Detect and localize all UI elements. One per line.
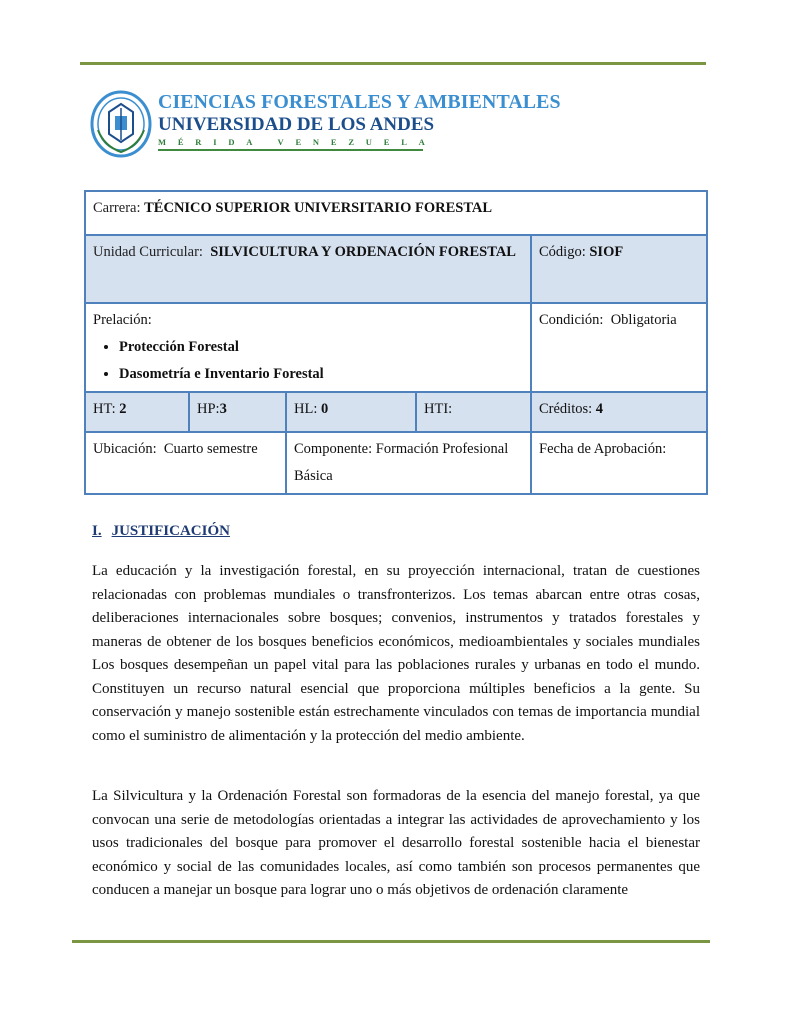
row-unidad <box>85 235 707 303</box>
cell-hti <box>416 392 531 432</box>
cell-unidad <box>85 235 531 303</box>
carrera-label: Carrera: <box>93 200 141 216</box>
brand-block <box>158 90 561 151</box>
cell-ubicacion <box>85 432 286 494</box>
creditos-label: Créditos: <box>539 401 593 417</box>
hl-label: HL: <box>294 401 318 417</box>
hp-value: 3 <box>219 401 227 417</box>
cell-condicion <box>531 303 707 392</box>
brand-faculty: CIENCIAS FORESTALES Y AMBIENTALES <box>158 91 561 113</box>
cell-codigo <box>531 235 707 303</box>
cell-hp <box>189 392 286 432</box>
prelacion-list <box>93 334 523 388</box>
course-info-table <box>84 190 708 495</box>
cell-creditos <box>531 392 707 432</box>
body-paragraph: La Silvicultura y la Ordenación Forestal son formadoras de la esencia del manejo forestal, ya que convocan una serie de metodologías orientadas a integrar las actividades de aprovechamiento y los usos tradicionales del bosque para promover el desarrollo forestal sostenible hacia el bienestar económico y social de las comunidades locales, así como también son procesos permanentes que conducen a manejar un bosque para lograr uno o más objetivos de ordenación claramente <box>92 788 700 898</box>
componente-label: Componente: <box>294 441 373 457</box>
row-hours <box>85 392 707 432</box>
cell-ht <box>85 392 189 432</box>
condicion-label: Condición: <box>539 312 604 328</box>
top-rule <box>80 62 706 65</box>
codigo-value: SIOF <box>589 244 624 260</box>
codigo-label: Código: <box>539 244 586 260</box>
brand-university: UNIVERSIDAD DE LOS ANDES <box>158 114 435 135</box>
prelacion-item: • Dasometría e Inventario Forestal <box>119 361 523 388</box>
cell-fecha <box>531 432 707 494</box>
ht-value: 2 <box>119 401 127 417</box>
brand-location: MÉRIDA VENEZUELA <box>158 136 423 151</box>
body-paragraph: La educación y la investigación forestal, en su proyección internacional, tratan de cuestiones relacionadas con problemas mundiales o transfronterizos. Los temas abarcan entre otras cosas, deliberaciones internacionales sobre bosques; convenios, instrumentos y tratados forestales y maneras de obtener de los bosques beneficios económicos, medioambientales y sociales mundiales Los bosques desempeñan un papel vital para las poblaciones rurales y urbanas en todo el mundo. Constituyen un recurso natural esencial que proporciona múltiples beneficios a la gente. Su conservación y manejo sostenible están estrechamente vinculados con temas de importancia mundial como el suministro de alimentación y la protección del medio ambiente. <box>92 563 700 744</box>
section-heading <box>92 523 230 540</box>
bottom-rule <box>72 940 710 943</box>
hti-label: HTI: <box>424 401 453 417</box>
cell-componente <box>286 432 531 494</box>
carrera-value: TÉCNICO SUPERIOR UNIVERSITARIO FORESTAL <box>144 200 493 216</box>
condicion-value: Obligatoria <box>610 312 677 328</box>
cell-carrera <box>85 191 707 235</box>
hp-label: HP: <box>197 401 220 417</box>
section-number: I. <box>92 523 102 539</box>
unidad-label: Unidad Curricular: <box>93 244 203 260</box>
row-carrera <box>85 191 707 235</box>
cell-prelacion <box>85 303 531 392</box>
page-header <box>90 90 561 160</box>
row-ubicacion <box>85 432 707 494</box>
creditos-value: 4 <box>595 401 604 417</box>
fecha-label: Fecha de Aprobación: <box>539 441 667 457</box>
componente-value: Formación Profesional Básica <box>294 441 509 484</box>
hl-value: 0 <box>320 401 329 417</box>
row-prelacion <box>85 303 707 392</box>
ubicacion-label: Ubicación: <box>93 441 157 457</box>
section-title: JUSTIFICACIÓN <box>111 523 230 539</box>
unidad-value: SILVICULTURA Y ORDENACIÓN FORESTAL <box>210 244 516 260</box>
ht-label: HT: <box>93 401 116 417</box>
university-seal-icon <box>90 90 152 158</box>
prelacion-label: Prelación: <box>93 312 152 328</box>
cell-hl <box>286 392 416 432</box>
prelacion-item: • Protección Forestal <box>119 334 523 361</box>
ubicacion-value: Cuarto semestre <box>163 441 258 457</box>
